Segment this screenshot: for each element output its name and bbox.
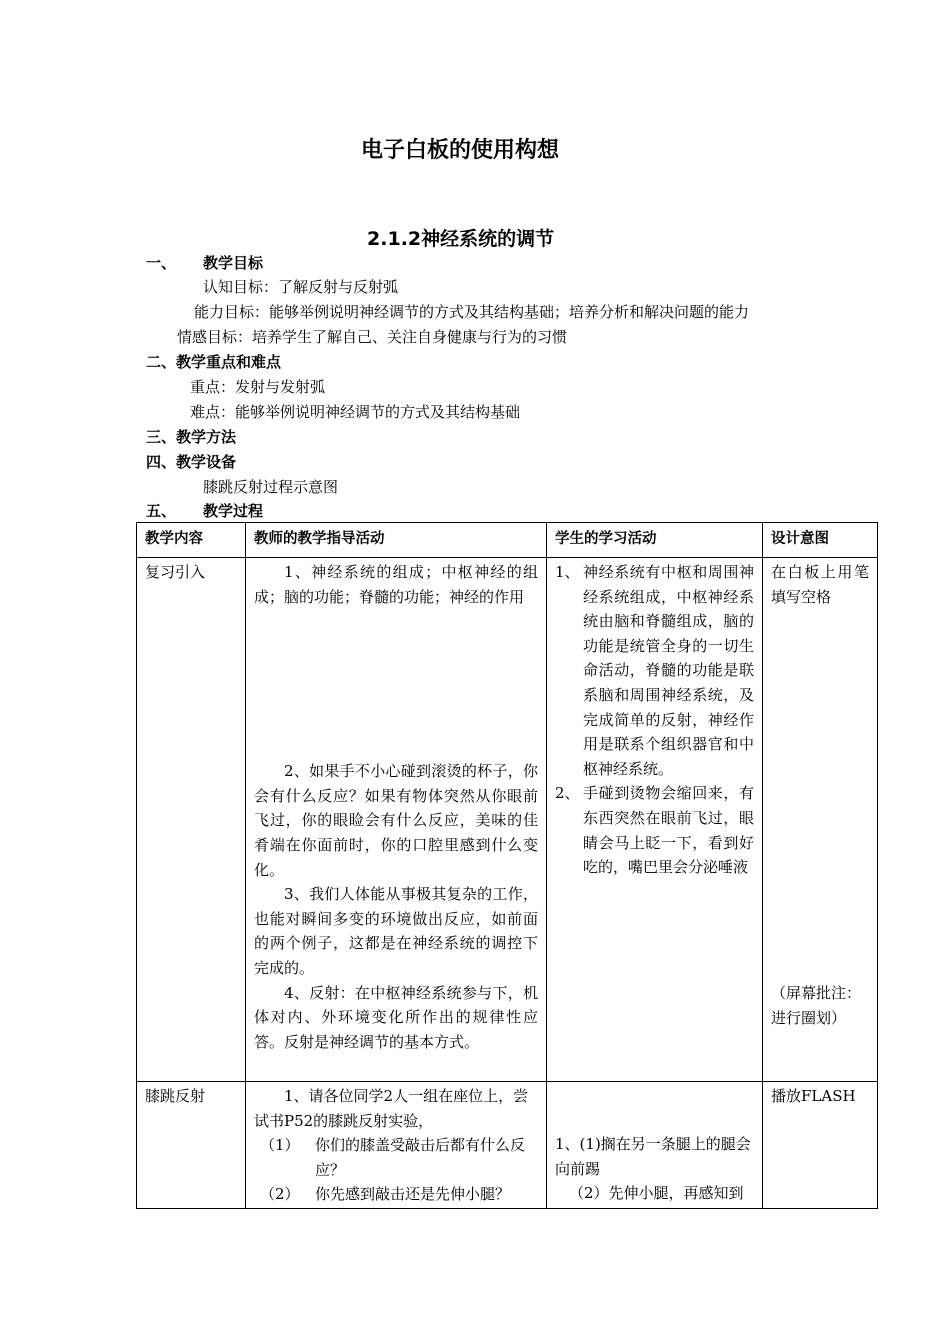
section-2-title: 二、教学重点和难点: [146, 353, 282, 371]
row2-student-2: （2）先伸小腿，再感知到: [569, 1184, 744, 1203]
row2-teacher-q1: [254, 1133, 538, 1182]
row2-teacher-q2-text: 你先感到敲击还是先伸小腿？: [315, 1185, 511, 1204]
difficult-point: 难点：能够举例说明神经调节的方式及其结构基础: [190, 403, 521, 421]
row1-student-2-text: 手碰到烫物会缩回来，有东西突然在眼前飞过，眼睛会马上眨一下，看到好吃的，嘴巴里会分泌唾液: [583, 784, 754, 877]
row1-student-2-num: 2、: [555, 784, 580, 803]
document-subtitle: 2.1.2神经系统的调节: [367, 228, 555, 250]
row1-teacher-p3: 3、我们人体能从事极其复杂的工作，也能对瞬间多变的环境做出反应，如前面的两个例子，这都是在神经系统的调控下完成的。: [254, 885, 538, 977]
row2-content: 膝跳反射: [137, 1082, 246, 1209]
row1-student-item-1: [555, 560, 754, 781]
section-5-number: 五、: [146, 502, 177, 520]
row1-teacher-p1: 1、神经系统的组成；中枢神经的组成；脑的功能；脊髓的功能；神经的作用: [254, 563, 538, 606]
header-intent: 设计意图: [763, 523, 878, 558]
row2-intent: 播放FLASH: [763, 1082, 878, 1209]
table-header-row: [137, 523, 878, 558]
document-title: 电子白板的使用构想: [361, 138, 560, 163]
header-student: 学生的学习活动: [547, 523, 763, 558]
row2-teacher-q1-num: （1）: [260, 1136, 300, 1155]
section-1-number: 一、: [146, 254, 177, 272]
lesson-table: [136, 522, 878, 1209]
row1-teacher: [246, 558, 547, 1082]
row1-intent: [763, 558, 878, 1082]
row1-teacher-p4: 4、反射：在中枢神经系统参与下，机体对内、外环境变化所作出的规律性应答。反射是神经调节的基本方式。: [254, 983, 538, 1051]
key-point: 重点：发射与发射弧: [190, 378, 326, 396]
row1-student-1-text: 神经系统有中枢和周围神经系统组成，中枢神经系统由脑和脊髓组成，脑的功能是统管全身的一切生命活动，脊髓的功能是联系脑和周围神经系统，及完成简单的反射，神经作用是联系个组织器官和中枢神经系统。: [583, 563, 754, 778]
row2-teacher: [246, 1082, 547, 1209]
header-teacher: 教师的教学指导活动: [246, 523, 547, 558]
section-4-title: 四、教学设备: [146, 453, 237, 471]
row2-student: [547, 1082, 763, 1209]
goal-ability: 能力目标：能够举例说明神经调节的方式及其结构基础；培养分析和解决问题的能力: [194, 303, 750, 321]
goal-cognitive: 认知目标：了解反射与反射弧: [203, 278, 399, 296]
row1-student: [547, 558, 763, 1082]
row1-student-1-num: 1、: [555, 563, 580, 581]
row2-teacher-p1: 1、请各位同学2人一组在座位上，尝试书P52的膝跳反射实验，: [254, 1087, 529, 1130]
section-3-title: 三、教学方法: [146, 428, 237, 446]
row1-content: 复习引入: [137, 558, 246, 1082]
table-row: [137, 1082, 878, 1209]
section-1-title: 教学目标: [203, 254, 264, 272]
row1-intent-1: 在白板上用笔填写空格: [771, 563, 869, 606]
row2-teacher-q2-num: （2）: [260, 1185, 300, 1204]
row2-student-1: 1、(1)搁在另一条腿上的腿会向前踢: [555, 1135, 751, 1178]
row2-teacher-q1-text: 你们的膝盖受敲击后都有什么反应？: [315, 1136, 526, 1179]
row1-student-item-2: [555, 781, 754, 879]
equipment: 膝跳反射过程示意图: [203, 478, 339, 496]
header-content: 教学内容: [137, 523, 246, 558]
goal-emotion: 情感目标：培养学生了解自己、关注自身健康与行为的习惯: [177, 328, 568, 346]
table-row: [137, 558, 878, 1082]
row1-intent-2: （屏幕批注：进行圈划）: [771, 984, 862, 1027]
row2-teacher-q2: [254, 1182, 538, 1207]
row1-teacher-p2: 2、如果手不小心碰到滚烫的杯子，你会有什么反应？如果有物体突然从你眼前飞过，你的眼睑会有什么反应，美味的佳肴端在你面前时，你的口腔里感到什么变化。: [254, 762, 538, 879]
section-5-title: 教学过程: [203, 502, 264, 520]
